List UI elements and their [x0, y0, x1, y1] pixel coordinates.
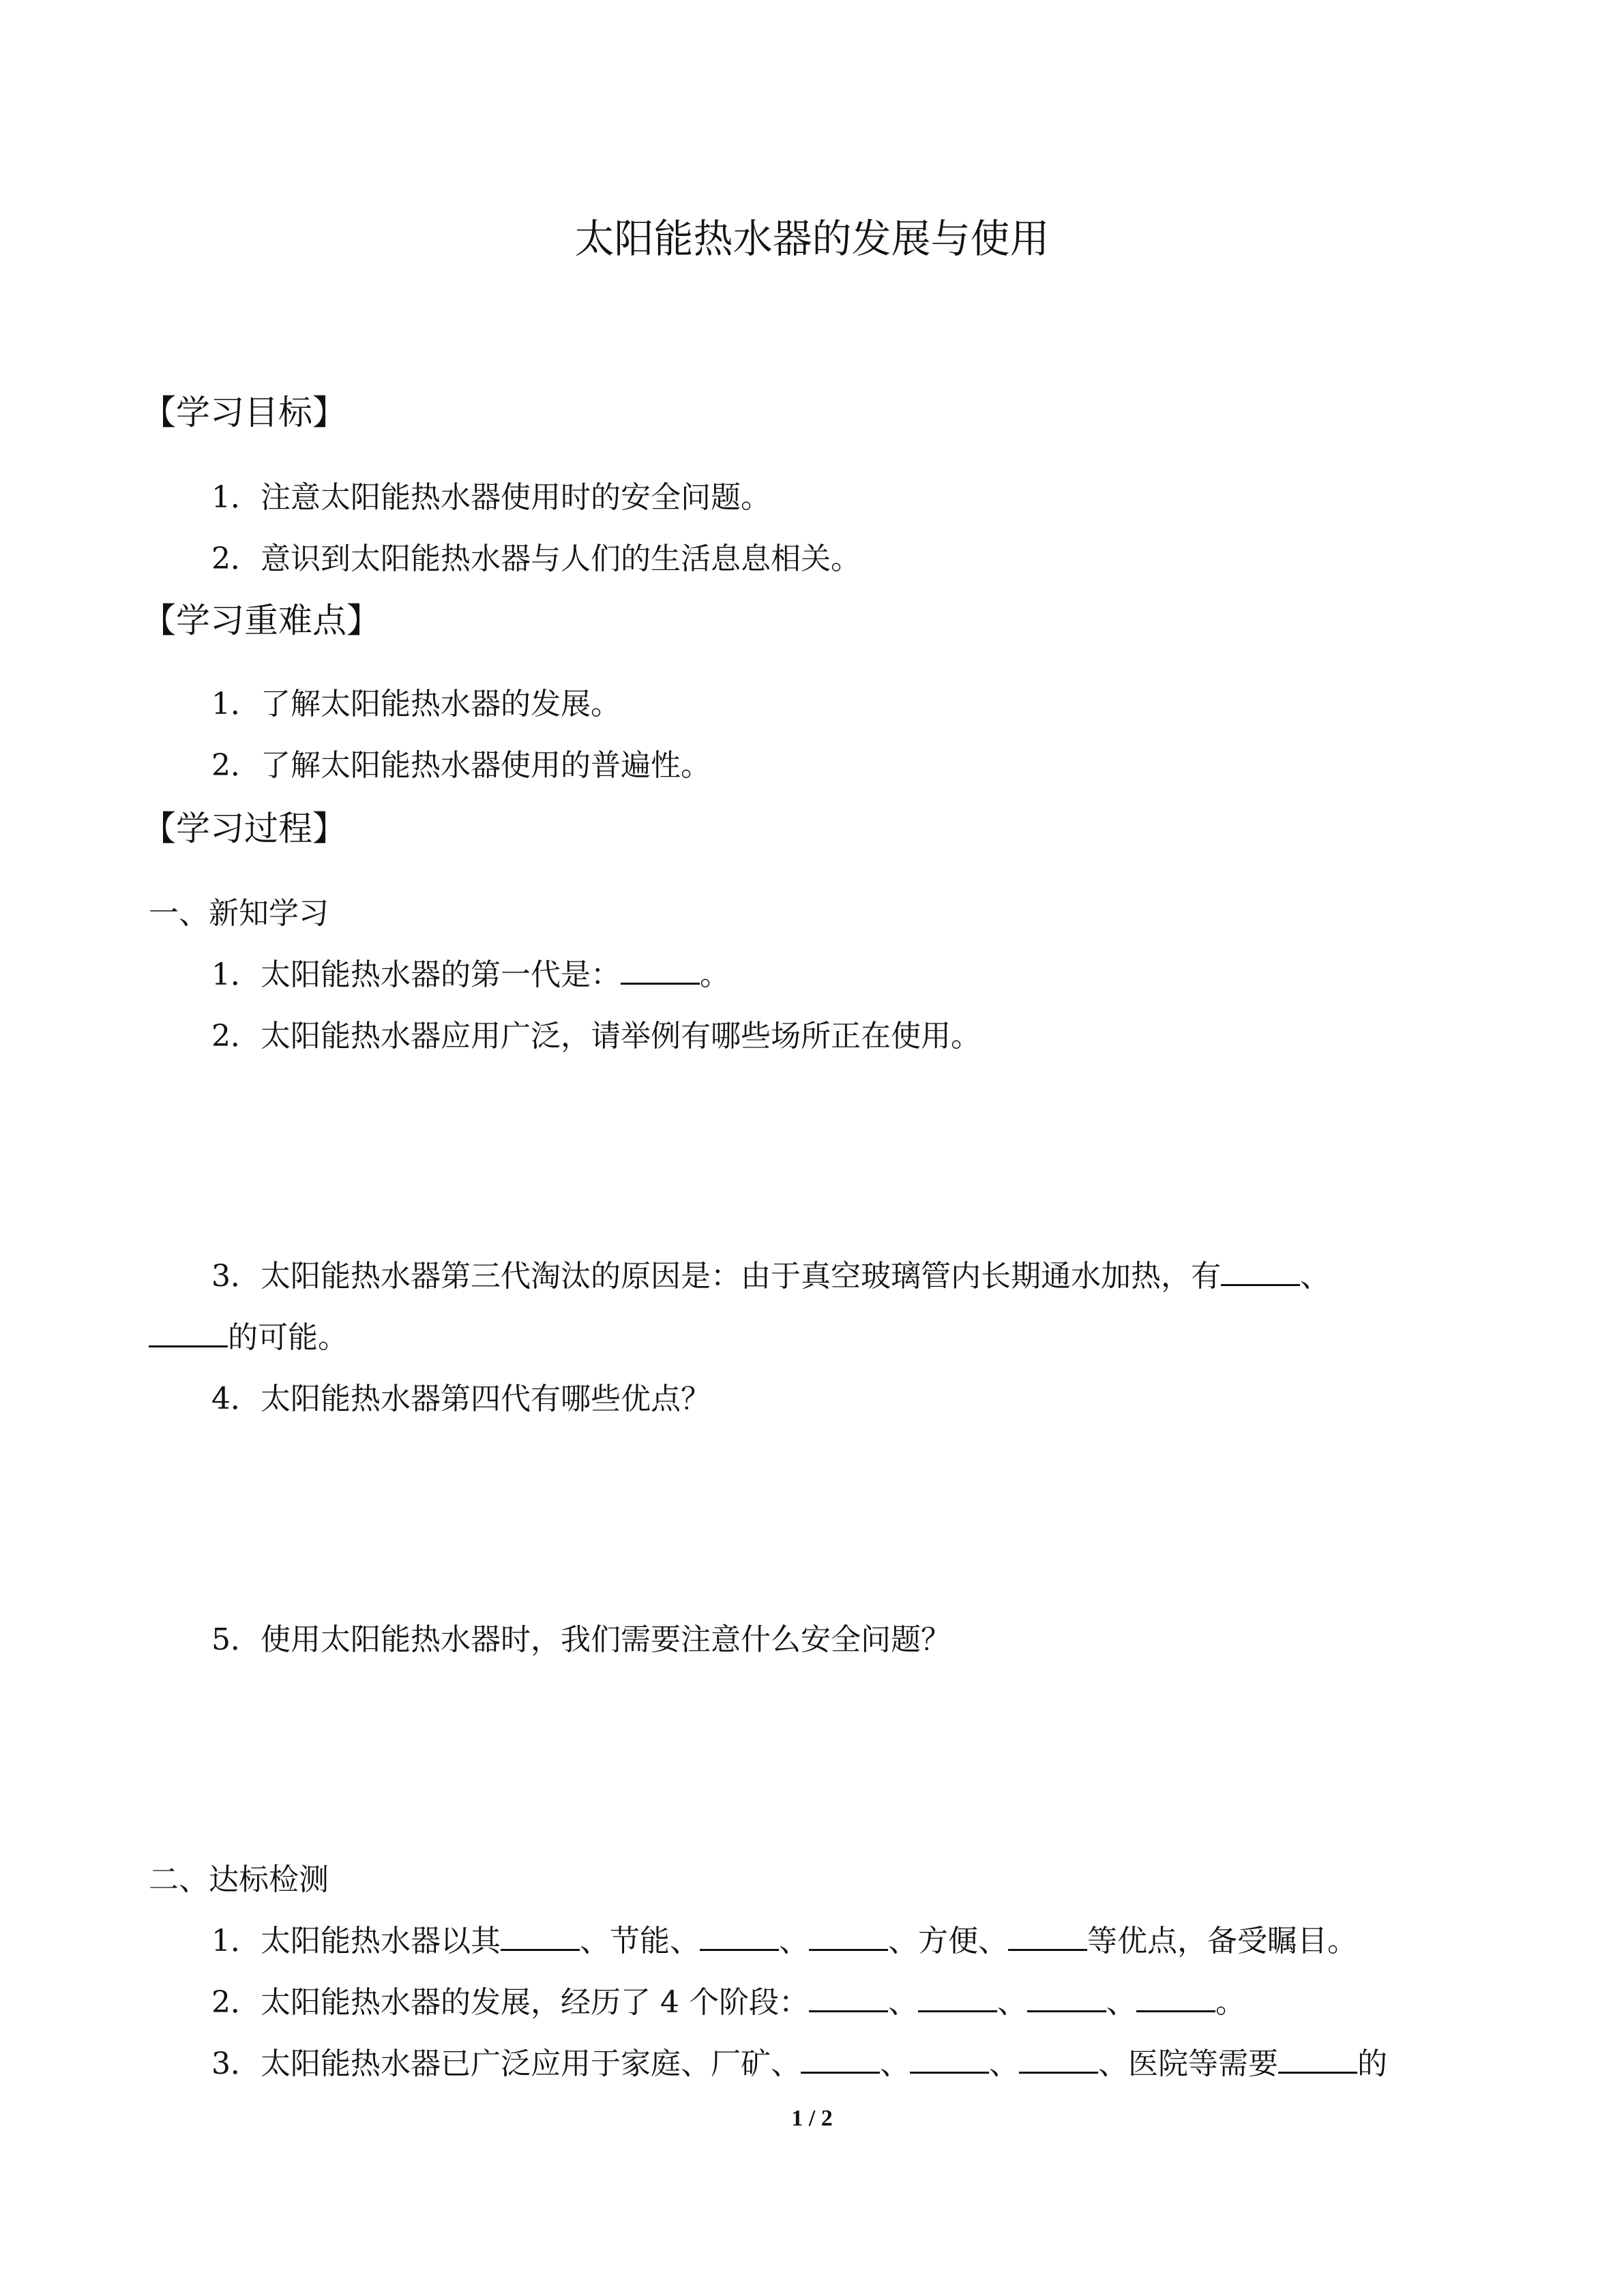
part1-question-1: 1．太阳能热水器的第一代是： 。 — [211, 955, 730, 996]
answer-blank[interactable] — [700, 1922, 779, 1951]
answer-blank[interactable] — [801, 2044, 880, 2074]
answer-blank[interactable] — [918, 1983, 997, 2012]
part2-label: 二、达标检测 — [149, 1862, 329, 1897]
part1-question-4: 4．太阳能热水器第四代有哪些优点？ — [211, 1382, 711, 1416]
answer-blank[interactable] — [1027, 1983, 1106, 2012]
answer-blank[interactable] — [910, 2044, 989, 2074]
answer-blank[interactable] — [1008, 1922, 1087, 1951]
heading-objectives: 【学习目标】 — [142, 393, 346, 432]
answer-blank[interactable] — [1278, 2044, 1357, 2074]
answer-blank[interactable] — [809, 1922, 888, 1951]
part1-label: 一、新知学习 — [149, 896, 329, 931]
page-number: 1 / 2 — [791, 2106, 833, 2131]
part1-question-2: 2．太阳能热水器应用广泛，请举例有哪些场所正在使用。 — [211, 1019, 981, 1054]
page-title: 太阳能热水器的发展与使用 — [574, 215, 1050, 262]
part2-question-2: 2．太阳能热水器的发展，经历了 4 个阶段： 、 、 、 。 — [211, 1982, 1245, 2023]
answer-blank[interactable] — [501, 1922, 580, 1951]
objective-item-2: 2．意识到太阳能热水器与人们的生活息息相关。 — [211, 541, 861, 576]
part1-question-3-cont: 的可能。 — [149, 1317, 348, 1358]
answer-blank[interactable] — [621, 955, 700, 985]
heading-key-points: 【学习重难点】 — [142, 601, 381, 640]
objective-item-1: 1．注意太阳能热水器使用时的安全问题。 — [211, 480, 771, 515]
key-point-item-2: 2．了解太阳能热水器使用的普遍性。 — [211, 748, 711, 783]
part2-question-1: 1．太阳能热水器以其 、节能、 、 、方便、 等优点，备受瞩目。 — [211, 1921, 1357, 1962]
key-point-item-1: 1．了解太阳能热水器的发展。 — [211, 687, 621, 721]
part1-question-5: 5．使用太阳能热水器时，我们需要注意什么安全问题？ — [211, 1622, 951, 1657]
part1-question-3: 3．太阳能热水器第三代淘汰的原因是：由于真空玻璃管内长期通水加热，有 、 — [211, 1256, 1330, 1297]
heading-process: 【学习过程】 — [142, 809, 346, 848]
answer-blank[interactable] — [149, 1318, 228, 1347]
answer-blank[interactable] — [1019, 2044, 1098, 2074]
answer-blank[interactable] — [809, 1983, 888, 2012]
answer-blank[interactable] — [1221, 1257, 1300, 1286]
part2-question-3: 3．太阳能热水器已广泛应用于家庭、厂矿、 、 、 、医院等需要 的 — [211, 2044, 1387, 2085]
answer-blank[interactable] — [1136, 1983, 1215, 2012]
